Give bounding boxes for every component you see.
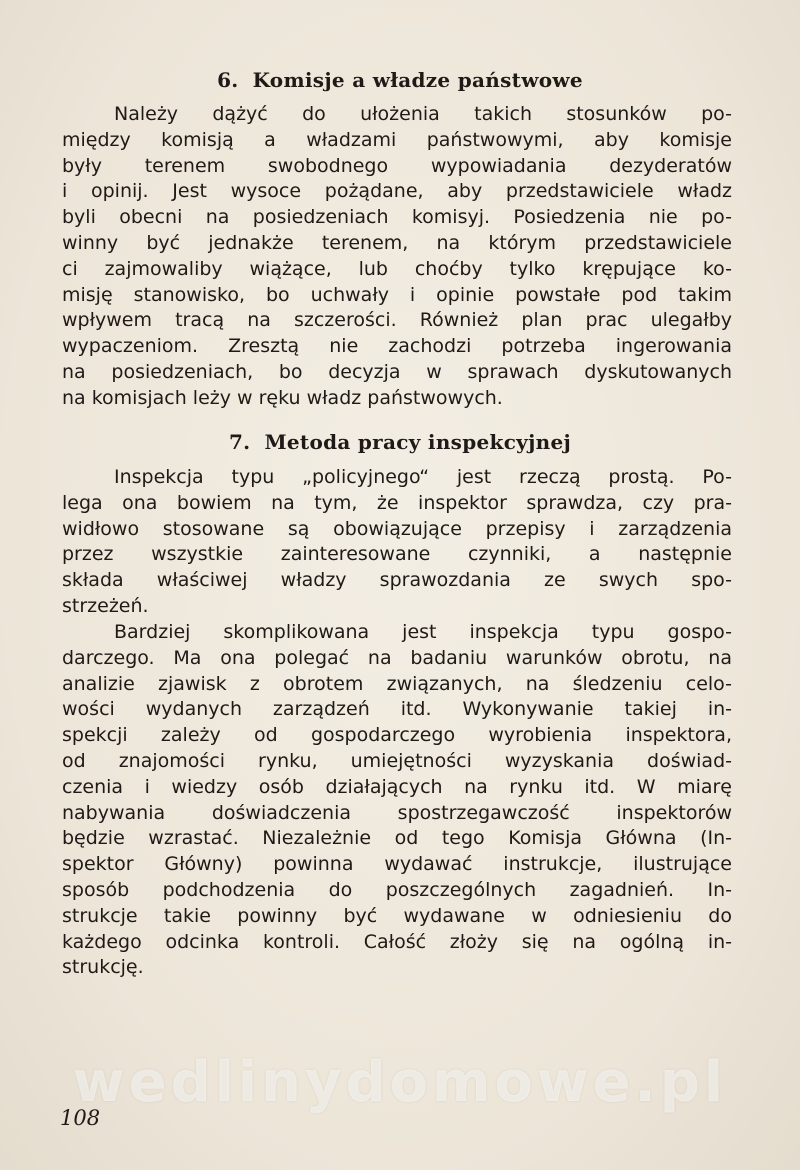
text-line: winny być jednakże terenem, na którym przedstawiciele xyxy=(62,231,732,254)
text-line: czenia i wiedzy osób działających na rynku itd. W miarę xyxy=(62,775,732,798)
text-line: Należy dążyć do ułożenia takich stosunków po- xyxy=(114,103,732,125)
text-line: przez wszystkie zainteresowane czynniki, a następnie xyxy=(62,543,732,566)
text-line: lega ona bowiem na tym, że inspektor sprawdza, czy pra- xyxy=(62,491,732,514)
text-line: każdego odcinka kontroli. Całość złoży się na ogólną in- xyxy=(62,930,732,953)
text-line: strukcję. xyxy=(62,956,144,979)
section-heading-7 xyxy=(0,430,800,454)
text-line: na komisjach leży w ręku władz państwowych. xyxy=(62,386,503,409)
text-line: wpływem tracą na szczerości. Również plan prac ulegałby xyxy=(62,309,732,332)
text-line: wości wydanych zarządzeń itd. Wykonywanie takiej in- xyxy=(62,698,732,721)
text-line: od znajomości rynku, umiejętności wyzyskania doświad- xyxy=(62,749,732,772)
section-heading-6 xyxy=(0,68,800,92)
text-line: na posiedzeniach, bo decyzja w sprawach dyskutowanych xyxy=(62,360,732,383)
watermark: wedlinydomowe.pl xyxy=(72,1050,728,1115)
text-line: spektor Główny) powinna wydawać instrukcje, ilustrujące xyxy=(62,853,732,876)
text-line: Bardziej skomplikowana jest inspekcja typu gospo- xyxy=(114,621,732,643)
text-line: będzie wzrastać. Niezależnie od tego Komisja Główna (In- xyxy=(62,827,732,850)
text-line: analizie zjawisk z obrotem związanych, na śledzeniu celo- xyxy=(62,672,732,695)
text-line: strzeżeń. xyxy=(62,594,149,617)
text-line: sposób podchodzenia do poszczególnych zagadnień. In- xyxy=(62,878,732,901)
text-line: ci zajmowaliby wiążące, lub choćby tylko krępujące ko- xyxy=(62,257,732,280)
text-line: widłowo stosowane są obowiązujące przepisy i zarządzenia xyxy=(62,517,732,540)
paragraph-section-7-1 xyxy=(62,465,732,620)
text-line: byli obecni na posiedzeniach komisyj. Posiedzenia nie po- xyxy=(62,206,732,229)
paragraph-section-6 xyxy=(62,102,732,412)
section-number: 7. xyxy=(228,430,251,454)
text-line: były terenem swobodnego wypowiadania dezyderatów xyxy=(62,154,732,177)
text-line: składa właściwej władzy sprawozdania ze swych spo- xyxy=(62,569,732,592)
paragraph-section-7-2 xyxy=(62,620,732,981)
text-line: nabywania doświadczenia spostrzegawczość inspektorów xyxy=(62,801,732,824)
text-line: darczego. Ma ona polegać na badaniu warunków obrotu, na xyxy=(62,646,732,669)
text-line: Inspekcja typu „policyjnego“ jest rzeczą prostą. Po- xyxy=(114,466,732,488)
text-line: strukcje takie powinny być wydawane w odniesieniu do xyxy=(62,904,732,927)
page-number: 108 xyxy=(60,1106,101,1130)
text-line: spekcji zależy od gospodarczego wyrobienia inspektora, xyxy=(62,724,732,747)
text-line: misję stanowisko, bo uchwały i opinie powstałe pod takim xyxy=(62,283,732,306)
section-number: 6. xyxy=(217,68,239,92)
section-title: Komisje a władze państwowe xyxy=(252,68,583,92)
text-line: i opinij. Jest wysoce pożądane, aby przedstawiciele władz xyxy=(62,180,732,203)
section-title: Metoda pracy inspekcyjnej xyxy=(264,430,572,454)
text-line: między komisją a władzami państwowymi, aby komisje xyxy=(62,128,732,151)
text-line: wypaczeniom. Zresztą nie zachodzi potrzeba ingerowania xyxy=(62,335,732,358)
